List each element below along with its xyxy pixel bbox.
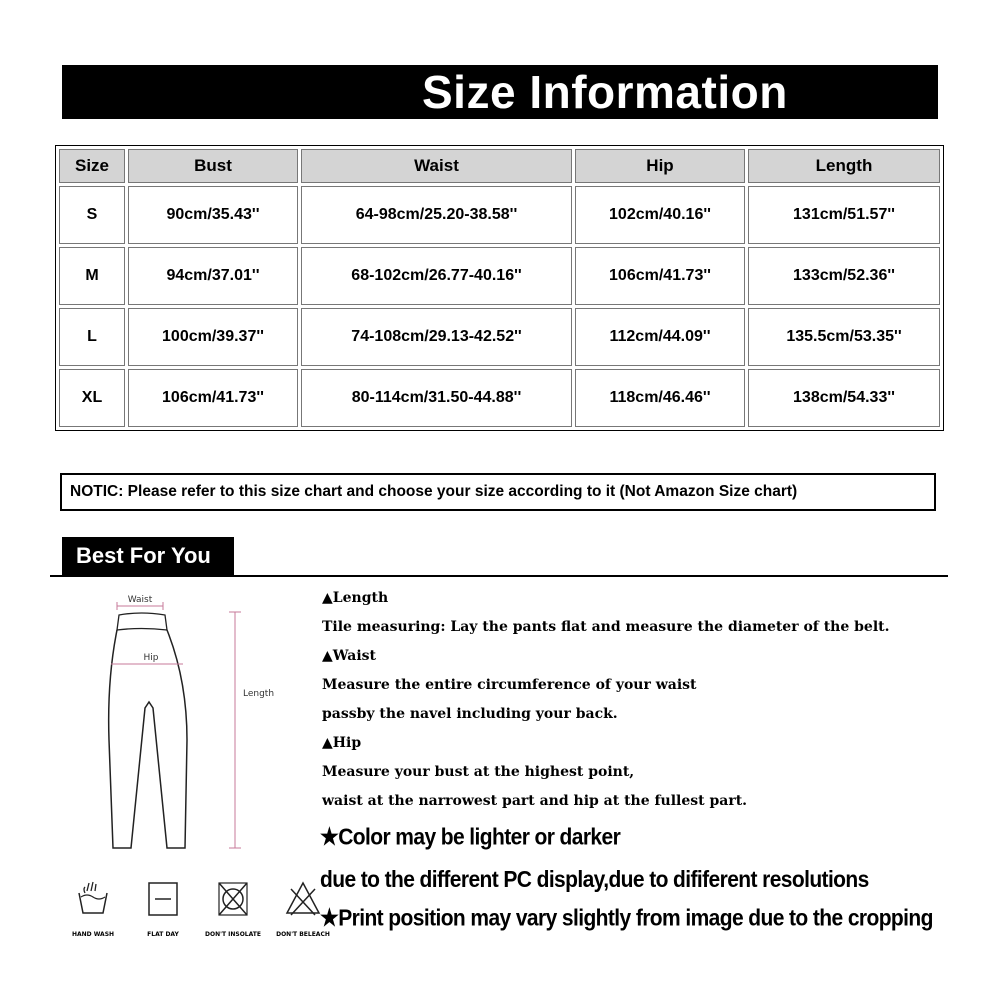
cell-bust: 94cm/37.01'' (128, 247, 298, 305)
length-label: Length (243, 689, 275, 699)
care-label: DON'T INSOLATE (205, 931, 261, 938)
cell-size: L (59, 308, 125, 366)
color-note-2: due to the different PC display,due to dififerent resolutions (320, 867, 869, 893)
cell-hip: 106cm/41.73'' (575, 247, 745, 305)
length-heading: ▲Length (322, 590, 389, 606)
cell-waist: 64-98cm/25.20-38.58'' (301, 186, 572, 244)
cell-length: 131cm/51.57'' (748, 186, 940, 244)
print-note: ★Print position may vary slightly from image due to the cropping (320, 905, 933, 931)
care-item (128, 875, 198, 938)
waist-heading: ▲Waist (322, 648, 377, 664)
waist-text-1: Measure the entire circumference of your waist (322, 677, 697, 693)
hip-heading: ▲Hip (322, 735, 362, 751)
cell-hip: 102cm/40.16'' (575, 186, 745, 244)
size-table (55, 145, 944, 431)
cell-size: S (59, 186, 125, 244)
care-item (198, 875, 268, 938)
waistband (117, 613, 167, 630)
section-divider (50, 575, 948, 577)
waist-label: Waist (127, 595, 153, 605)
cell-waist: 68-102cm/26.77-40.16'' (301, 247, 572, 305)
waist-text-2: passby the navel including your back. (322, 706, 618, 722)
care-label: HAND WASH (71, 931, 115, 938)
cell-waist: 80-114cm/31.50-44.88'' (301, 369, 572, 427)
cell-bust: 90cm/35.43'' (128, 186, 298, 244)
care-label: FLAT DAY (147, 931, 179, 938)
table-row (59, 247, 940, 305)
page-title: Size Information (422, 66, 788, 118)
table-row (59, 369, 940, 427)
cell-length: 135.5cm/53.35'' (748, 308, 940, 366)
care-label: DON'T BELEACH (276, 931, 330, 938)
cell-length: 138cm/54.33'' (748, 369, 940, 427)
cell-hip: 118cm/46.46'' (575, 369, 745, 427)
cell-hip: 112cm/44.09'' (575, 308, 745, 366)
header-waist: Waist (301, 149, 572, 183)
header-hip: Hip (575, 149, 745, 183)
do-not-tumble-icon (213, 879, 253, 919)
notice-box: NOTIC: Please refer to this size chart and choose your size according to it (Not Amazon Size chart) (60, 473, 936, 511)
table-header-row (59, 149, 940, 183)
header-size: Size (59, 149, 125, 183)
header-length: Length (748, 149, 940, 183)
hip-text-2: waist at the narrowest part and hip at the fullest part. (322, 793, 748, 809)
hand-wash-icon (73, 879, 113, 919)
cell-bust: 100cm/39.37'' (128, 308, 298, 366)
cell-waist: 74-108cm/29.13-42.52'' (301, 308, 572, 366)
table-row (59, 186, 940, 244)
pants-diagram (95, 590, 285, 860)
table-row (59, 308, 940, 366)
header-bust: Bust (128, 149, 298, 183)
cell-length: 133cm/52.36'' (748, 247, 940, 305)
cell-bust: 106cm/41.73'' (128, 369, 298, 427)
length-text: Tile measuring: Lay the pants flat and measure the diameter of the belt. (322, 619, 890, 635)
care-icons (58, 875, 328, 945)
hip-label: Hip (143, 653, 159, 663)
do-not-bleach-icon (283, 879, 323, 919)
color-note-1: ★Color may be lighter or darker (320, 824, 621, 850)
cell-size: XL (59, 369, 125, 427)
title-banner (62, 65, 938, 119)
cell-size: M (59, 247, 125, 305)
hip-text-1: Measure your bust at the highest point, (322, 764, 635, 780)
best-for-you-tab: Best For You (62, 537, 234, 575)
care-item (58, 875, 128, 938)
flat-dry-icon (143, 879, 183, 919)
